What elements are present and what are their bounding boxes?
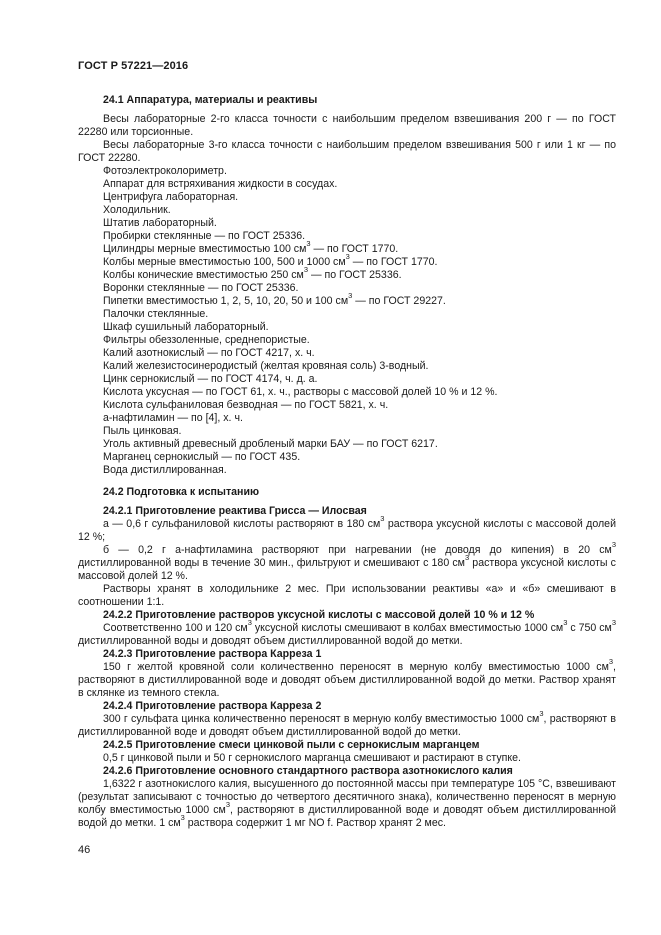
list-item: Вода дистиллированная.: [103, 464, 227, 476]
paragraph: Растворы хранят в холодильнике 2 мес. При использовании реактивы «а» и «б» смешивают в соотношении 1:1.: [78, 583, 616, 608]
paragraph: 300 г сульфата цинка количественно переносят в мерную колбу вместимостью 1000 $см^3$, растворяют в дистиллированной воде и доводят объем дистиллированной водой до метки.: [78, 709, 616, 738]
list-item: Фильтры обеззоленные, среднепористые.: [103, 334, 310, 346]
list-item: Воронки стеклянные — по ГОСТ 25336.: [103, 282, 299, 294]
list-item: Калий железистосинеродистый (желтая кровяная соль) 3-водный.: [103, 360, 429, 372]
document-header: ГОСТ Р 57221—2016: [78, 60, 189, 72]
paragraph: 1,6322 г азотнокислого калия, высушенного до постоянной массы при температуре 105 °С, взвешивают (результат записывают с точностью до четвертого десятичного знака), количественно переносят в мерную колбу вместимостью 1000 $см^3$, растворяют в дистиллированной воде и доводят объем дистиллированной водой до метки. 1 $см^3$ раствора содержит 1 мг NO f. Раствор хранят 2 мес.: [78, 778, 616, 829]
paragraph: 0,5 г цинковой пыли и 50 г сернокислого марганца смешивают и растирают в ступке.: [103, 752, 521, 764]
subsection-title: 24.2.3 Приготовление раствора Карреза 1: [103, 648, 322, 660]
list-item: Цинк сернокислый — по ГОСТ 4174, ч. д. а.: [103, 373, 318, 385]
section-24-2-title: 24.2 Подготовка к испытанию: [103, 486, 260, 498]
list-item: Кислота уксусная — по ГОСТ 61, х. ч., растворы с массовой долей 10 % и 12 %.: [103, 386, 498, 398]
subsection-title: 24.2.6 Приготовление основного стандартного раствора азотнокислого калия: [103, 765, 513, 777]
list-item: Цилиндры мерные вместимостью 100 $см^3$ — по ГОСТ 1770.: [103, 239, 399, 255]
list-item: Марганец сернокислый — по ГОСТ 435.: [103, 451, 301, 463]
list-item: Штатив лабораторный.: [103, 217, 217, 229]
list-item: Холодильник.: [103, 204, 171, 216]
list-item: Пыль цинковая.: [103, 425, 182, 437]
list-item: Пробирки стеклянные — по ГОСТ 25336.: [103, 230, 306, 242]
subsection-title: 24.2.5 Приготовление смеси цинковой пыли с сернокислым марганцем: [103, 739, 480, 751]
list-item: Калий азотнокислый — по ГОСТ 4217, х. ч.: [103, 347, 315, 359]
list-item: Фотоэлектроколориметр.: [103, 165, 227, 177]
list-item: а-нафтиламин — по [4], х. ч.: [103, 412, 243, 424]
paragraph: Весы лабораторные 2-го класса точности с наибольшим пределом взвешивания 200 г — по ГОСТ 22280 или торсионные.: [78, 113, 616, 138]
paragraph: а — 0,6 г сульфаниловой кислоты растворяют в 180 $см^3$ раствора уксусной кислоты с массовой долей 12 %;: [78, 514, 616, 543]
list-item: Уголь активный древесный дробленый марки БАУ — по ГОСТ 6217.: [103, 438, 438, 450]
section-24-1-title: 24.1 Аппаратура, материалы и реактивы: [103, 94, 318, 106]
list-item: Шкаф сушильный лабораторный.: [103, 321, 269, 333]
page-number: 46: [78, 844, 91, 856]
paragraph: Соответственно 100 и 120 $см^3$ уксусной кислоты смешивают в колбах вместимостью 1000 $см^3$ с 750 $см^3$ дистиллированной воды и доводят объем дистиллированной водой до метки.: [78, 618, 616, 647]
paragraph: 150 г желтой кровяной соли количественно переносят в мерную колбу вместимостью 1000 $см^3$, растворяют в дистиллированной воде и доводят объем дистиллированной водой до метки. Раствор хранят в склянке из темного стекла.: [78, 657, 616, 699]
list-item: Колбы конические вместимостью 250 $см^3$ — по ГОСТ 25336.: [103, 265, 402, 281]
paragraph: б — 0,2 г а-нафтиламина растворяют при нагревании (не доводя до кипения) в 20 $см^3$ дистиллированной воды в течение 30 мин., фильтруют и смешивают с 180 $см^3$ раствора уксусной кислоты с массовой долей 12 %.: [78, 540, 616, 582]
page-content: [78, 94, 616, 830]
list-item: Колбы мерные вместимостью 100, 500 и 1000 $см^3$ — по ГОСТ 1770.: [103, 252, 438, 268]
paragraph: Весы лабораторные 3-го класса точности с наибольшим пределом взвешивания 500 г или 1 кг — по ГОСТ 22280.: [78, 139, 616, 164]
list-item: Аппарат для встряхивания жидкости в сосудах.: [103, 178, 338, 190]
subsection-title: 24.2.2 Приготовление растворов уксусной кислоты с массовой долей 10 % и 12 %: [103, 609, 535, 621]
list-item: Центрифуга лабораторная.: [103, 191, 239, 203]
list-item: Пипетки вместимостью 1, 2, 5, 10, 20, 50 и 100 $см^3$ — по ГОСТ 29227.: [103, 291, 446, 307]
list-item: Палочки стеклянные.: [103, 308, 209, 320]
list-item: Кислота сульфаниловая безводная — по ГОСТ 5821, х. ч.: [103, 399, 389, 411]
subsection-title: 24.2.1 Приготовление реактива Грисса — Илосвая: [103, 505, 367, 517]
subsection-title: 24.2.4 Приготовление раствора Карреза 2: [103, 700, 322, 712]
